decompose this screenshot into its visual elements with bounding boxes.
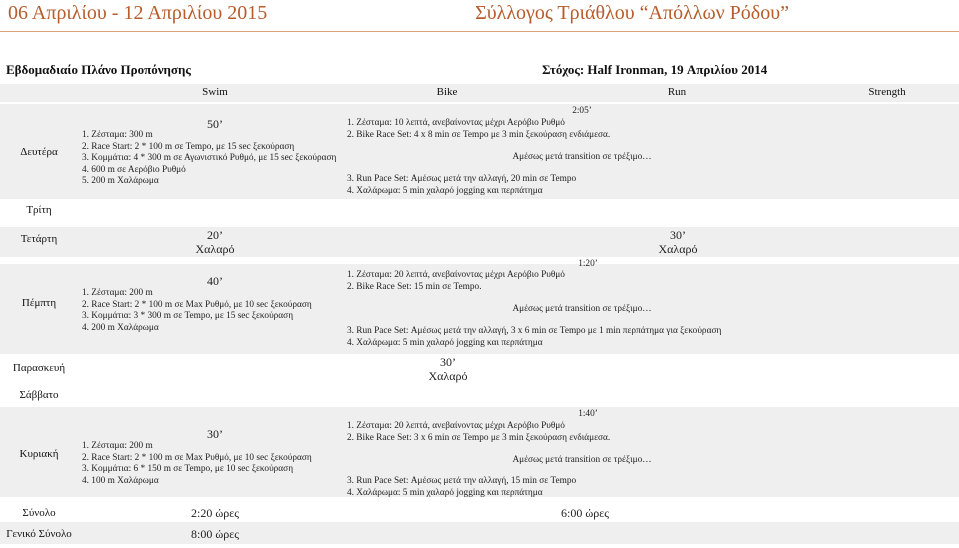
list-item: 2. Race Start: 2 * 100 m σε Tempo, με 15 sec ξεκούραση (82, 141, 295, 152)
friday-bike-note: Χαλαρό (428, 369, 468, 383)
swim-total: 2:20 ώρες (190, 506, 239, 520)
list-item: 3. Κομμάτια: 3 * 300 m σε Tempo, με 15 sec ξεκούραση (82, 311, 294, 322)
monday-transition: Αμέσως μετά transition σε τρέξιμο… (512, 152, 652, 162)
day-wednesday: Τετάρτη (20, 233, 58, 245)
monday-swim-duration: 50’ (207, 117, 223, 131)
thursday-swim-workout (82, 288, 312, 334)
header-divider (0, 31, 959, 32)
total-label: Σύνολο (22, 507, 56, 519)
list-item: 4. Χαλάρωμα: 5 min χαλαρό jogging και περπάτημα (347, 185, 543, 196)
day-tuesday: Τρίτη (26, 204, 52, 216)
grand-total: 8:00 ώρες (190, 527, 239, 541)
wednesday-run-note: Χαλαρό (658, 242, 698, 256)
other-total: 6:00 ώρες (560, 506, 609, 520)
sunday-brick-duration: 1:40’ (578, 409, 598, 419)
col-header-bike: Bike (436, 86, 458, 98)
sunday-brick-top (347, 421, 610, 444)
thursday-swim-duration: 40’ (207, 274, 223, 288)
list-item: 4. 100 m Χαλάρωμα (82, 475, 159, 486)
day-thursday: Πέμπτη (21, 297, 57, 309)
thursday-brick-bottom (347, 326, 721, 349)
wednesday-swim-note: Χαλαρό (195, 242, 235, 256)
list-item: 2. Race Start: 2 * 100 m σε Max Ρυθμό, με 10 sec ξεκούραση (82, 452, 312, 463)
list-item: 2. Bike Race Set: 15 min σε Tempo. (347, 281, 482, 292)
list-item: 3. Κομμάτια: 6 * 150 m σε Tempo, με 10 sec ξεκούραση (82, 464, 294, 475)
monday-brick-bottom (347, 174, 576, 197)
monday-brick-duration: 2:05’ (572, 106, 592, 116)
list-item: 3. Κομμάτια: 4 * 300 m σε Αγωνιστικό Ρυθμό, με 15 sec ξεκούραση (82, 153, 337, 164)
list-item: 2. Race Start: 2 * 100 m σε Max Ρυθμό, με 10 sec ξεκούραση (82, 299, 312, 310)
list-item: 2. Bike Race Set: 4 x 8 min σε Tempo με 3 min ξεκούραση ενδιάμεσα. (347, 129, 611, 140)
col-header-strength: Strength (868, 86, 906, 98)
list-item: 1. Ζέσταμα: 200 m (82, 288, 153, 298)
day-monday: Δευτέρα (20, 146, 58, 158)
list-item: 5. 200 m Χαλάρωμα (82, 176, 159, 187)
list-item: 3. Run Pace Set: Αμέσως μετά την αλλαγή, 3 x 6 min σε Tempo με 1 min περπάτημα για ξεκούραση (347, 326, 722, 336)
col-header-swim: Swim (202, 86, 228, 98)
row-band-wednesday (0, 227, 959, 257)
goal-title: Στόχος: Half Ironman, 19 Απριλίου 2014 (542, 62, 768, 77)
list-item: 1. Ζέσταμα: 200 m (82, 441, 153, 451)
sunday-brick-bottom (347, 476, 576, 499)
sunday-swim-workout (82, 441, 312, 487)
club-name: Σύλλογος Τριάθλου “Απόλλων Ρόδου” (475, 2, 789, 24)
list-item: 4. Χαλάρωμα: 5 min χαλαρό jogging και περπάτημα (347, 487, 543, 498)
sunday-swim-duration: 30’ (207, 427, 223, 441)
list-item: 3. Run Pace Set: Αμέσως μετά την αλλαγή, 20 min σε Tempo (347, 174, 577, 184)
list-item: 4. 200 m Χαλάρωμα (82, 322, 159, 333)
list-item: 1. Ζέσταμα: 20 λεπτά, ανεβαίνοντας μέχρι Αερόβιο Ρυθμό (347, 421, 565, 431)
row-band-grand-total (0, 522, 959, 544)
monday-brick-top (347, 118, 610, 141)
thursday-brick-duration: 1:20’ (578, 259, 598, 269)
col-header-run: Run (667, 86, 687, 98)
day-sunday: Κυριακή (19, 448, 59, 460)
sunday-transition: Αμέσως μετά transition σε τρέξιμο… (512, 455, 652, 465)
plan-title: Εβδομαδιαίο Πλάνο Προπόνησης (6, 62, 191, 77)
date-range: 06 Απριλίου - 12 Απριλίου 2015 (8, 2, 268, 24)
list-item: 2. Bike Race Set: 3 x 6 min σε Tempo με 3 min ξεκούραση ενδιάμεσα. (347, 432, 611, 443)
day-saturday: Σάββατο (19, 389, 59, 401)
wednesday-run-duration: 30’ (670, 228, 686, 242)
list-item: 4. 600 m σε Αερόβιο Ρυθμό (82, 164, 186, 175)
thursday-brick-top (347, 270, 565, 293)
list-item: 1. Ζέσταμα: 10 λεπτά, ανεβαίνοντας μέχρι Αερόβιο Ρυθμό (347, 118, 565, 128)
friday-bike-duration: 30’ (440, 355, 456, 369)
wednesday-swim-duration: 20’ (207, 228, 223, 242)
list-item: 1. Ζέσταμα: 300 m (82, 130, 153, 140)
list-item: 1. Ζέσταμα: 20 λεπτά, ανεβαίνοντας μέχρι Αερόβιο Ρυθμό (347, 270, 565, 280)
thursday-transition: Αμέσως μετά transition σε τρέξιμο… (512, 304, 652, 314)
grand-total-label: Γενικό Σύνολο (6, 528, 72, 540)
list-item: 3. Run Pace Set: Αμέσως μετά την αλλαγή, 15 min σε Tempo (347, 476, 577, 486)
monday-swim-workout (82, 130, 336, 188)
day-friday: Παρασκευή (12, 362, 66, 374)
list-item: 4. Χαλάρωμα: 5 min χαλαρό jogging και περπάτημα (347, 337, 543, 348)
